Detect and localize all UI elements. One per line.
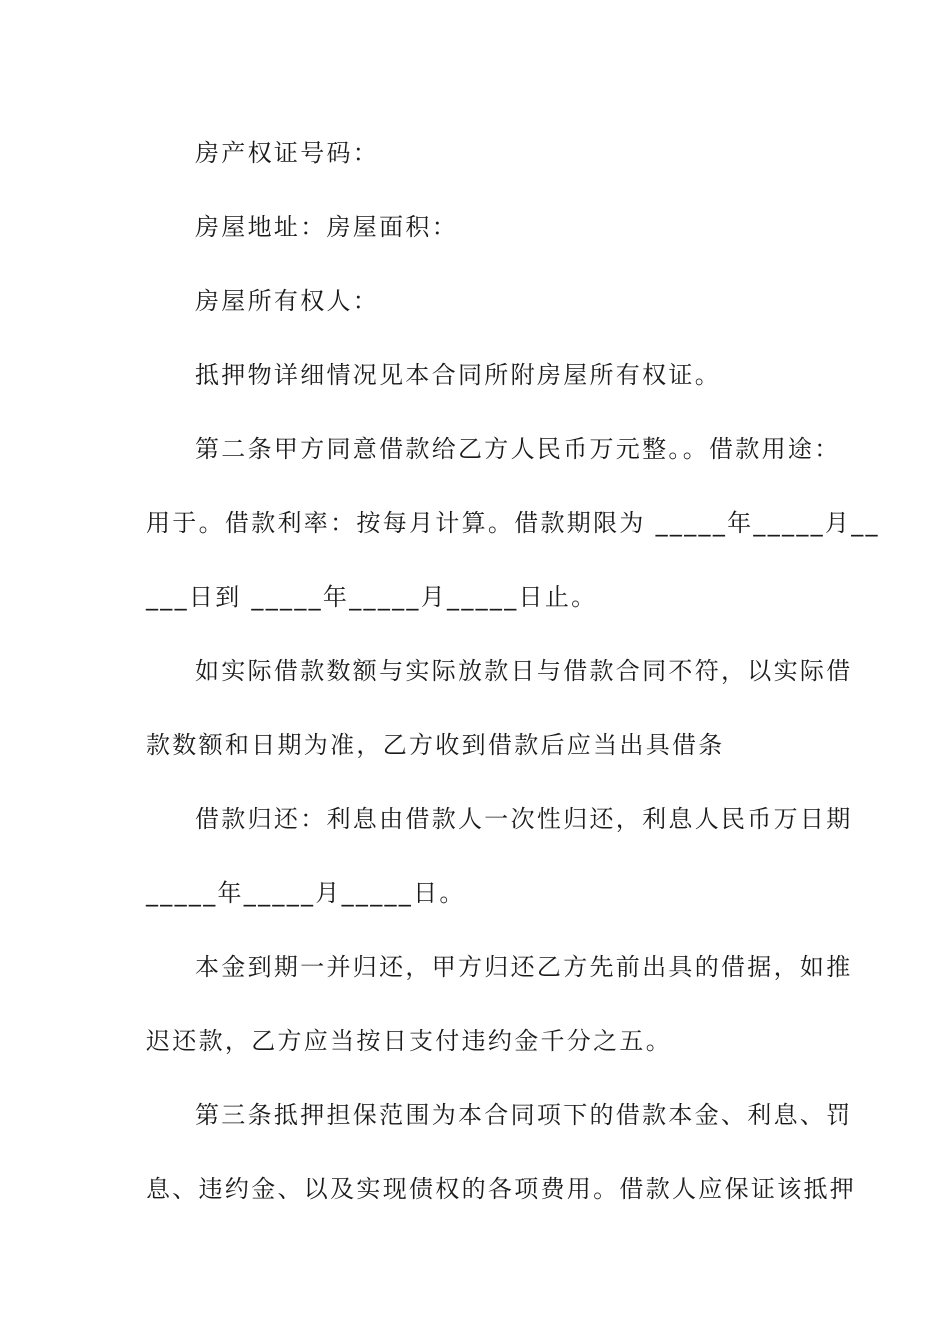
text-line-collateral-details: 抵押物详细情况见本合同所附房屋所有权证。 (195, 361, 721, 389)
text-line-loan-term: ___日到 _____年_____月_____日止。 (146, 583, 598, 611)
text-line-principal: 本金到期一并归还，甲方归还乙方先前出具的借据，如推 (195, 953, 853, 981)
text-line-property-cert-no: 房产权证号码： (195, 139, 380, 167)
text-line-guarantee-scope: 息、违约金、以及实现债权的各项费用。借款人应保证该抵押 (146, 1175, 857, 1203)
text-line-actual-amount: 如实际借款数额与实际放款日与借款合同不符，以实际借 (195, 657, 853, 685)
text-line-article-two: 第二条甲方同意借款给乙方人民币万元整。。借款用途： (195, 435, 841, 463)
text-line-loan-rate: 用于。借款利率：按每月计算。借款期限为 _____年_____月__ (146, 509, 880, 537)
text-line-penalty: 迟还款，乙方应当按日支付违约金千分之五。 (146, 1027, 672, 1055)
text-line-repayment-date: _____年_____月_____日。 (146, 879, 466, 907)
text-line-house-address: 房屋地址：房屋面积： (195, 213, 458, 241)
text-line-receipt: 款数额和日期为准，乙方收到借款后应当出具借条 (146, 731, 725, 759)
text-line-repayment: 借款归还：利息由借款人一次性归还，利息人民币万日期 (195, 805, 853, 833)
text-line-house-owner: 房屋所有权人： (195, 287, 380, 315)
text-line-article-three: 第三条抵押担保范围为本合同项下的借款本金、利息、罚 (195, 1101, 853, 1129)
